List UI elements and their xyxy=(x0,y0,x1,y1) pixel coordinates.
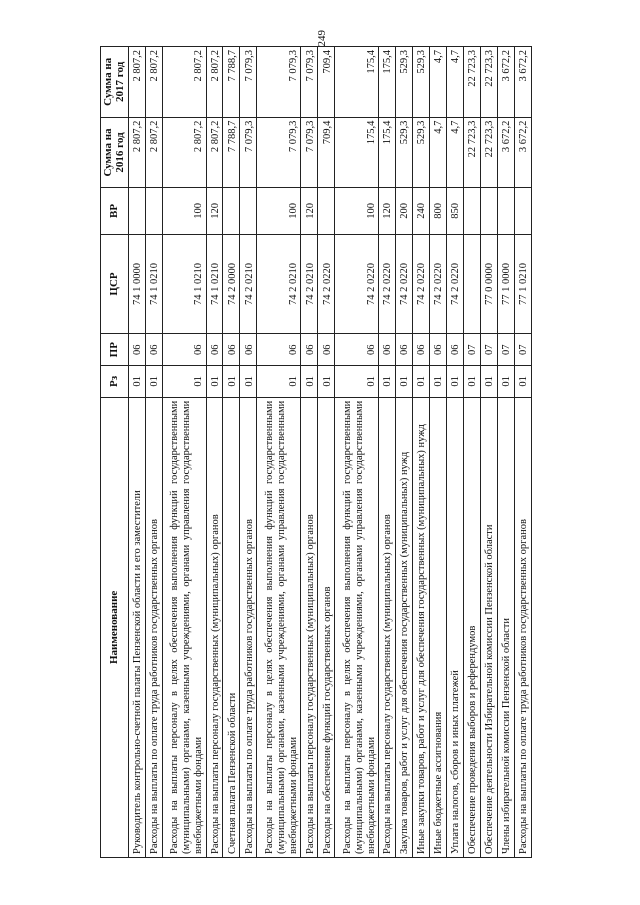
row-sum-2017-cell: 175,4 xyxy=(335,47,379,118)
row-sum-2016-cell: 7 788,7 xyxy=(223,117,240,188)
row-pr-cell: 06 xyxy=(257,334,301,366)
header-csr: ЦСР xyxy=(101,234,129,334)
row-csr-cell: 77 1 0210 xyxy=(514,234,531,334)
row-csr-cell: 74 2 0220 xyxy=(447,234,464,334)
row-name-cell: Расходы на выплаты по оплате труда работников государственных органов xyxy=(240,397,257,857)
row-sum-2016-cell: 3 672,2 xyxy=(497,117,514,188)
row-csr-cell: 74 2 0210 xyxy=(257,234,301,334)
row-rz-cell: 01 xyxy=(379,366,396,398)
row-rz-cell: 01 xyxy=(396,366,413,398)
header-sum-2016: Сумма на 2016 год xyxy=(101,117,129,188)
row-pr-cell: 06 xyxy=(206,334,223,366)
row-csr-cell: 74 1 0210 xyxy=(206,234,223,334)
table-row xyxy=(396,47,413,858)
row-pr-cell: 06 xyxy=(413,334,430,366)
row-sum-2016-cell: 709,4 xyxy=(318,117,335,188)
table-header-row xyxy=(101,47,129,858)
row-vr-cell: 850 xyxy=(447,188,464,234)
row-sum-2016-cell: 529,3 xyxy=(413,117,430,188)
row-vr-cell: 120 xyxy=(206,188,223,234)
row-sum-2017-cell: 7 079,3 xyxy=(257,47,301,118)
row-name-cell: Расходы на выплаты персоналу в целях обеспечения выполнения функций государственными (муниципальными) органами, казенными учреждениями, органами управления государственными внебюджетными фондами xyxy=(162,397,206,857)
row-pr-cell: 07 xyxy=(497,334,514,366)
row-rz-cell: 01 xyxy=(318,366,335,398)
row-csr-cell: 74 2 0220 xyxy=(379,234,396,334)
row-csr-cell: 74 1 0000 xyxy=(128,234,145,334)
page-number: 249 xyxy=(316,30,328,47)
row-sum-2017-cell: 7 079,3 xyxy=(240,47,257,118)
row-sum-2017-cell: 2 807,2 xyxy=(162,47,206,118)
table-row xyxy=(379,47,396,858)
row-sum-2017-cell: 4,7 xyxy=(447,47,464,118)
row-csr-cell: 74 2 0000 xyxy=(223,234,240,334)
row-csr-cell: 74 2 0220 xyxy=(430,234,447,334)
table-row xyxy=(223,47,240,858)
row-sum-2016-cell: 7 079,3 xyxy=(301,117,318,188)
row-pr-cell: 06 xyxy=(396,334,413,366)
row-sum-2017-cell: 3 672,2 xyxy=(514,47,531,118)
row-rz-cell: 01 xyxy=(145,366,162,398)
row-vr-cell: 100 xyxy=(257,188,301,234)
row-name-cell: Руководитель контрольно-счетной палаты Пензенской области и его заместители xyxy=(128,397,145,857)
row-csr-cell: 77 0 0000 xyxy=(480,234,497,334)
row-rz-cell: 01 xyxy=(464,366,481,398)
row-name-cell: Расходы на выплаты персоналу в целях обеспечения выполнения функций государственными (муниципальными) органами, казенными учреждениями, органами управления государственными внебюджетными фондами xyxy=(335,397,379,857)
row-sum-2016-cell: 22 723,3 xyxy=(464,117,481,188)
row-csr-cell: 74 2 0220 xyxy=(335,234,379,334)
row-sum-2017-cell: 175,4 xyxy=(379,47,396,118)
row-vr-cell xyxy=(464,188,481,234)
table-row xyxy=(301,47,318,858)
row-vr-cell: 240 xyxy=(413,188,430,234)
row-name-cell: Расходы на выплаты по оплате труда работников государственных органов xyxy=(145,397,162,857)
row-sum-2016-cell: 2 807,2 xyxy=(206,117,223,188)
row-rz-cell: 01 xyxy=(497,366,514,398)
row-sum-2017-cell: 22 723,3 xyxy=(480,47,497,118)
row-sum-2016-cell: 3 672,2 xyxy=(514,117,531,188)
row-sum-2017-cell: 2 807,2 xyxy=(145,47,162,118)
row-sum-2016-cell: 7 079,3 xyxy=(240,117,257,188)
row-vr-cell: 100 xyxy=(335,188,379,234)
row-name-cell: Закупка товаров, работ и услуг для обеспечения государственных (муниципальных) нужд xyxy=(396,397,413,857)
table-row xyxy=(430,47,447,858)
row-csr-cell xyxy=(464,234,481,334)
row-sum-2017-cell: 7 788,7 xyxy=(223,47,240,118)
row-pr-cell: 07 xyxy=(480,334,497,366)
table-row xyxy=(335,47,379,858)
row-rz-cell: 01 xyxy=(162,366,206,398)
row-csr-cell: 74 1 0210 xyxy=(162,234,206,334)
header-rz: Рз xyxy=(101,366,129,398)
row-rz-cell: 01 xyxy=(240,366,257,398)
row-rz-cell: 01 xyxy=(413,366,430,398)
row-vr-cell: 120 xyxy=(379,188,396,234)
row-sum-2017-cell: 529,3 xyxy=(413,47,430,118)
row-pr-cell: 07 xyxy=(514,334,531,366)
row-sum-2017-cell: 22 723,3 xyxy=(464,47,481,118)
row-rz-cell: 01 xyxy=(301,366,318,398)
row-vr-cell xyxy=(128,188,145,234)
row-name-cell: Счетная палата Пензенской области xyxy=(223,397,240,857)
row-rz-cell: 01 xyxy=(128,366,145,398)
row-sum-2017-cell: 2 807,2 xyxy=(128,47,145,118)
header-pr: ПР xyxy=(101,334,129,366)
row-sum-2017-cell: 3 672,2 xyxy=(497,47,514,118)
table-row xyxy=(497,47,514,858)
row-name-cell: Расходы на выплаты персоналу государственных (муниципальных) органов xyxy=(379,397,396,857)
row-sum-2017-cell: 709,4 xyxy=(318,47,335,118)
row-sum-2016-cell: 2 807,2 xyxy=(162,117,206,188)
row-sum-2016-cell: 7 079,3 xyxy=(257,117,301,188)
row-sum-2016-cell: 4,7 xyxy=(430,117,447,188)
row-sum-2016-cell: 2 807,2 xyxy=(128,117,145,188)
row-rz-cell: 01 xyxy=(257,366,301,398)
row-pr-cell: 06 xyxy=(240,334,257,366)
row-sum-2017-cell: 529,3 xyxy=(396,47,413,118)
row-sum-2016-cell: 4,7 xyxy=(447,117,464,188)
row-pr-cell: 06 xyxy=(223,334,240,366)
header-name: Наименование xyxy=(101,397,129,857)
table-row xyxy=(240,47,257,858)
row-name-cell: Иные бюджетные ассигнования xyxy=(430,397,447,857)
row-sum-2016-cell: 22 723,3 xyxy=(480,117,497,188)
row-sum-2016-cell: 529,3 xyxy=(396,117,413,188)
row-vr-cell xyxy=(514,188,531,234)
row-vr-cell xyxy=(480,188,497,234)
row-name-cell: Расходы на обеспечение функций государственных органов xyxy=(318,397,335,857)
table-row xyxy=(447,47,464,858)
row-vr-cell: 800 xyxy=(430,188,447,234)
table-row xyxy=(318,47,335,858)
row-vr-cell: 100 xyxy=(162,188,206,234)
row-rz-cell: 01 xyxy=(430,366,447,398)
table-row xyxy=(514,47,531,858)
row-vr-cell xyxy=(497,188,514,234)
rotated-table-wrapper xyxy=(100,46,532,858)
row-rz-cell: 01 xyxy=(480,366,497,398)
header-vr: ВР xyxy=(101,188,129,234)
row-csr-cell: 74 2 0220 xyxy=(396,234,413,334)
table-row xyxy=(206,47,223,858)
row-name-cell: Расходы на выплаты по оплате труда работников государственных органов xyxy=(514,397,531,857)
row-vr-cell xyxy=(318,188,335,234)
row-name-cell: Расходы на выплаты персоналу в целях обеспечения выполнения функций государственными (муниципальными) органами, казенными учреждениями, органами управления государственными внебюджетными фондами xyxy=(257,397,301,857)
row-csr-cell: 74 2 0220 xyxy=(318,234,335,334)
row-pr-cell: 06 xyxy=(430,334,447,366)
row-pr-cell: 06 xyxy=(318,334,335,366)
row-pr-cell: 06 xyxy=(128,334,145,366)
row-csr-cell: 74 1 0210 xyxy=(145,234,162,334)
table-row xyxy=(128,47,145,858)
budget-table xyxy=(100,46,532,858)
row-name-cell: Расходы на выплаты персоналу государственных (муниципальных) органов xyxy=(301,397,318,857)
table-row xyxy=(145,47,162,858)
row-rz-cell: 01 xyxy=(206,366,223,398)
row-name-cell: Расходы на выплаты персоналу государственных (муниципальных) органов xyxy=(206,397,223,857)
table-body xyxy=(128,47,531,858)
row-name-cell: Члены избирательной комиссии Пензенской области xyxy=(497,397,514,857)
row-csr-cell: 74 2 0220 xyxy=(413,234,430,334)
row-vr-cell xyxy=(145,188,162,234)
row-sum-2017-cell: 7 079,3 xyxy=(301,47,318,118)
row-vr-cell xyxy=(223,188,240,234)
row-csr-cell: 74 2 0210 xyxy=(240,234,257,334)
row-rz-cell: 01 xyxy=(335,366,379,398)
table-row xyxy=(480,47,497,858)
row-sum-2016-cell: 175,4 xyxy=(379,117,396,188)
row-pr-cell: 06 xyxy=(335,334,379,366)
row-sum-2016-cell: 2 807,2 xyxy=(145,117,162,188)
row-vr-cell: 200 xyxy=(396,188,413,234)
header-sum-2017: Сумма на 2017 год xyxy=(101,47,129,118)
row-rz-cell: 01 xyxy=(447,366,464,398)
table-row xyxy=(413,47,430,858)
row-pr-cell: 06 xyxy=(162,334,206,366)
row-name-cell: Иные закупки товаров, работ и услуг для обеспечения государственных (муниципальных) нужд xyxy=(413,397,430,857)
row-sum-2016-cell: 175,4 xyxy=(335,117,379,188)
row-csr-cell: 77 1 0000 xyxy=(497,234,514,334)
row-vr-cell: 120 xyxy=(301,188,318,234)
row-pr-cell: 06 xyxy=(447,334,464,366)
row-name-cell: Уплата налогов, сборов и иных платежей xyxy=(447,397,464,857)
row-rz-cell: 01 xyxy=(223,366,240,398)
row-pr-cell: 07 xyxy=(464,334,481,366)
row-pr-cell: 06 xyxy=(301,334,318,366)
row-sum-2017-cell: 4,7 xyxy=(430,47,447,118)
row-name-cell: Обеспечение деятельности Избирательной комиссии Пензенской области xyxy=(480,397,497,857)
row-rz-cell: 01 xyxy=(514,366,531,398)
row-name-cell: Обеспечение проведения выборов и референдумов xyxy=(464,397,481,857)
row-pr-cell: 06 xyxy=(379,334,396,366)
table-row xyxy=(464,47,481,858)
row-vr-cell xyxy=(240,188,257,234)
table-row xyxy=(162,47,206,858)
row-csr-cell: 74 2 0210 xyxy=(301,234,318,334)
table-row xyxy=(257,47,301,858)
row-sum-2017-cell: 2 807,2 xyxy=(206,47,223,118)
row-pr-cell: 06 xyxy=(145,334,162,366)
